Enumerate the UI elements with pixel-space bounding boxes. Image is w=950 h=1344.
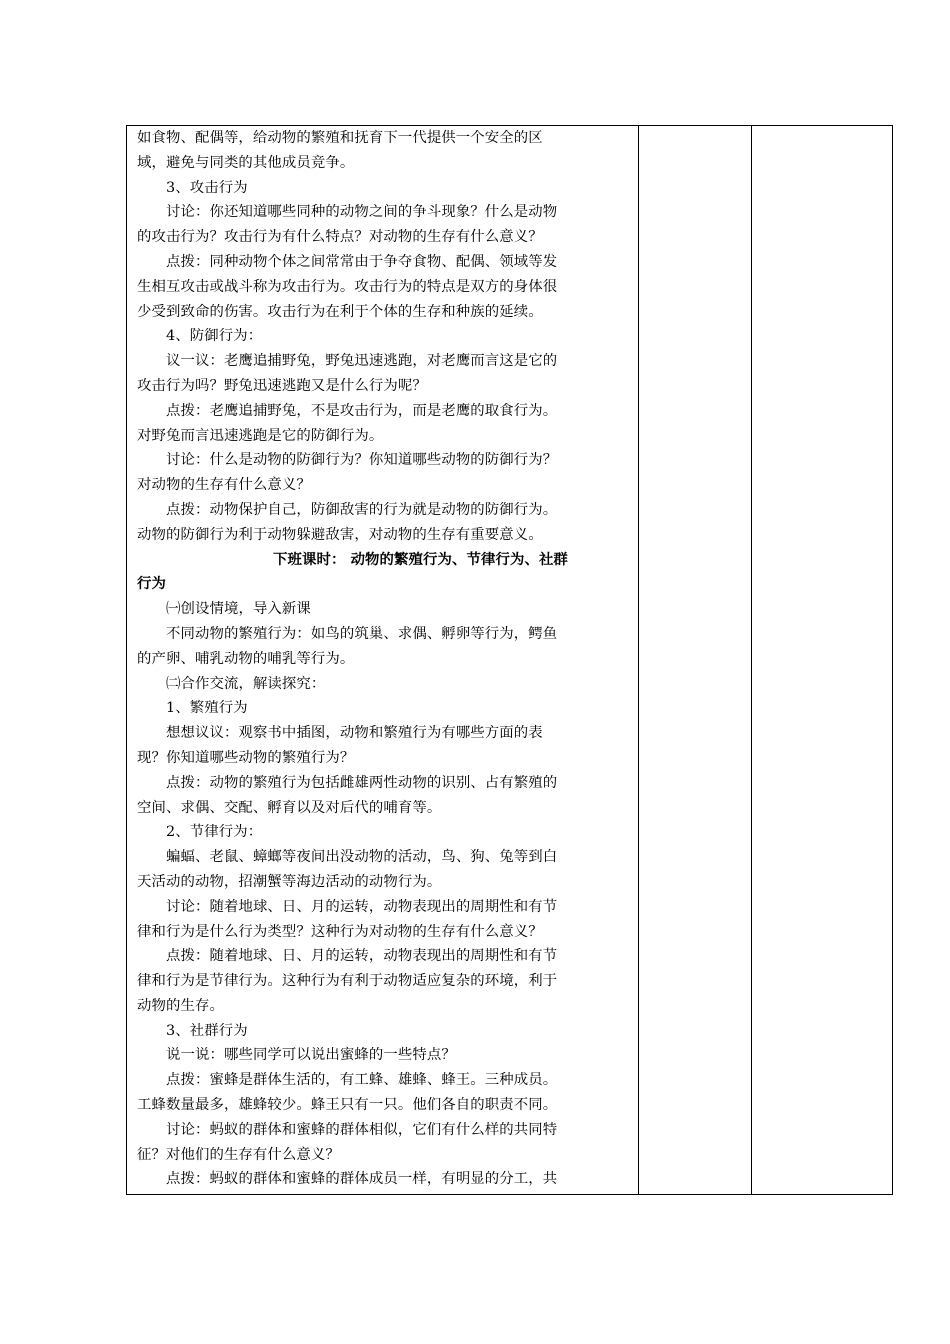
text-line: ㈡合作交流，解读探究：	[166, 675, 326, 692]
text-line: 对野兔而言迅速逃跑是它的防御行为。	[137, 427, 384, 444]
text-line: 天活动的动物，招潮蟹等海边活动的动物行为。	[137, 873, 442, 890]
text-line: 动物的防御行为利于动物躲避敌害，对动物的生存有重要意义。	[137, 526, 543, 543]
text-line: 律和行为是什么行为类型？这种行为对动物的生存有什么意义？	[137, 923, 543, 940]
text-line: 少受到致命的伤害。攻击行为在利于个体的生存和种族的延续。	[137, 303, 543, 320]
text-line: 3、社群行为	[166, 1022, 248, 1039]
text-line: 3、攻击行为	[166, 179, 248, 196]
text-line: 讨论：什么是动物的防御行为？你知道哪些动物的防御行为？	[166, 452, 558, 469]
lesson-table	[126, 125, 893, 1195]
text-line: 说一说：哪些同学可以说出蜜蜂的一些特点？	[166, 1047, 456, 1064]
text-line: 动物的生存。	[137, 997, 224, 1014]
text-line: 想想议议：观察书中插图，动物和繁殖行为有哪些方面的表	[166, 725, 543, 742]
text-line: 点拨：老鹰追捕野兔，不是攻击行为，而是老鹰的取食行为。	[166, 402, 558, 419]
text-line: 的产卵、哺乳动物的哺乳等行为。	[137, 650, 355, 667]
text-line: 不同动物的繁殖行为：如鸟的筑巢、求偶、孵卵等行为，鳄鱼	[166, 625, 558, 642]
text-line: 4、防御行为：	[166, 328, 263, 345]
text-line: 现？你知道哪些动物的繁殖行为？	[137, 749, 355, 766]
text-line: 点拨：蚂蚁的群体和蜜蜂的群体成员一样，有明显的分工，共	[166, 1171, 558, 1188]
text-line: 讨论：随着地球、日、月的运转，动物表现出的周期性和有节	[166, 898, 558, 915]
text-line: 空间、求偶、交配、孵育以及对后代的哺育等。	[137, 799, 442, 816]
text-line: 征？对他们的生存有什么意义？	[137, 1146, 340, 1163]
text-line: 如食物、配偶等，给动物的繁殖和抚育下一代提供一个安全的区	[137, 130, 543, 146]
section-title: 下班课时： 动物的繁殖行为、节律行为、社群	[273, 550, 568, 568]
text-line: 工蜂数量最多，雄蜂较少。蜂王只有一只。他们各自的职责不同。	[137, 1097, 558, 1114]
text-line: 议一议：老鹰追捕野兔，野兔迅速逃跑，对老鹰而言这是它的	[166, 353, 558, 370]
text-line: 点拨：动物的繁殖行为包括雌雄两性动物的识别、占有繁殖的	[166, 774, 558, 791]
text-line: 点拨：蜜蜂是群体生活的，有工蜂、雄蜂、蜂王。三种成员。	[166, 1072, 558, 1089]
text-line: 律和行为是节律行为。这种行为有利于动物适应复杂的环境，利于	[137, 973, 558, 990]
lesson-content-cell	[137, 126, 625, 1192]
text-line: ㈠创设情境，导入新课	[166, 601, 311, 618]
text-line: 点拨：随着地球、日、月的运转，动物表现出的周期性和有节	[166, 948, 558, 965]
text-line: 讨论：你还知道哪些同种的动物之间的争斗现象？什么是动物	[166, 204, 558, 221]
text-line: 点拨：同种动物个体之间常常由于争夺食物、配偶、领域等发	[166, 253, 558, 270]
text-line: 2、节律行为：	[166, 824, 263, 841]
text-line: 行为	[137, 575, 166, 593]
text-line: 攻击行为吗？野兔迅速逃跑又是什么行为呢？	[137, 377, 427, 394]
text-line: 蝙蝠、老鼠、蟑螂等夜间出没动物的活动，鸟、狗、兔等到白	[166, 849, 558, 866]
text-line: 对动物的生存有什么意义？	[137, 477, 311, 494]
text-line: 生相互攻击或战斗称为攻击行为。攻击行为的特点是双方的身体很	[137, 278, 558, 295]
text-line: 域，避免与同类的其他成员竞争。	[137, 154, 355, 171]
text-line: 的攻击行为？攻击行为有什么特点？对动物的生存有什么意义？	[137, 229, 543, 246]
text-line: 讨论：蚂蚁的群体和蜜蜂的群体相似，它们有什么样的共同特	[166, 1121, 558, 1138]
column-divider	[638, 126, 639, 1194]
column-divider	[751, 126, 752, 1194]
text-line: 1、繁殖行为	[166, 700, 248, 717]
text-line: 点拨：动物保护自己，防御敌害的行为就是动物的防御行为。	[166, 501, 558, 518]
